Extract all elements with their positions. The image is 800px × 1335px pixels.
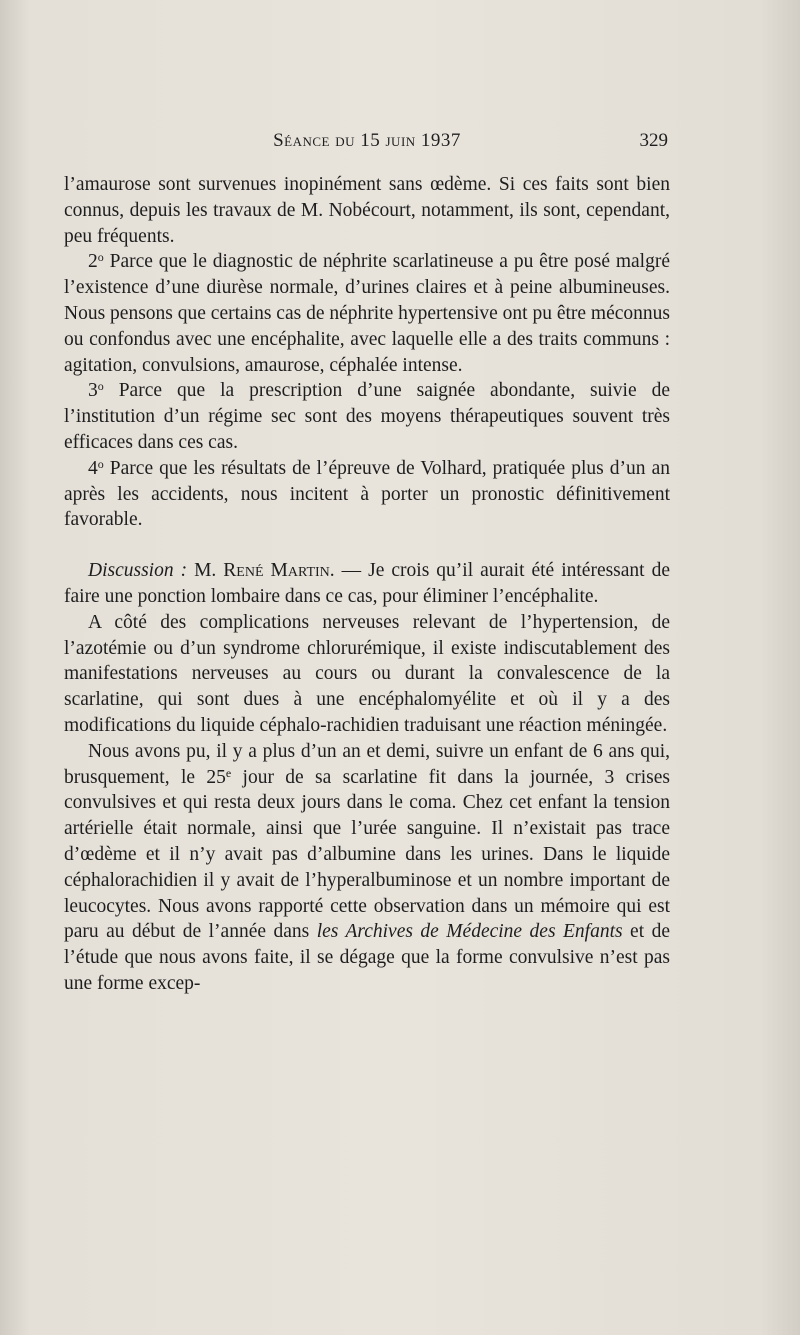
paragraph-3 xyxy=(64,378,670,455)
item-number: 4 xyxy=(88,457,98,479)
text-block xyxy=(64,118,670,997)
paragraph-2 xyxy=(64,249,670,378)
title-prefix: Séance du xyxy=(273,130,355,151)
paragraph-text: Parce que le diagnostic de néphrite scarlatineuse a pu être posé malgré l’existence d’une diurèse normale, d’urines claires et à peine albumineuses. Nous pensons que certains cas de néphrite hypertensive ont pu être méconnus ou confondus avec une encéphalite, avec laquelle elle a des traits communs : agitation, convulsions, amaurose, céphalée intense. xyxy=(64,251,670,376)
ordinal-sup: e xyxy=(225,765,232,780)
paragraph-text: Nous avons pu, il y a plus d’un an et demi, suivre un enfant de 6 ans qui, brusquement, le 25 xyxy=(64,740,670,788)
page-number: 329 xyxy=(639,130,668,151)
discussion-paragraph xyxy=(64,558,670,610)
running-head xyxy=(64,118,670,172)
speaker-prefix: M. xyxy=(194,560,217,582)
page-title xyxy=(64,130,670,152)
paragraph-text: Parce que les résultats de l’épreuve de Volhard, pratiquée plus d’un an après les accidents, nous incitent à porter un pronostic définitivement favorable. xyxy=(64,457,670,531)
section-gap xyxy=(64,533,670,558)
title-year: 1937 xyxy=(420,130,461,151)
title-month: juin xyxy=(385,130,416,151)
paragraph-text: et de l’étude que nous avons faite, il se dégage que la forme convulsive n’est pas une forme excep- xyxy=(64,921,670,994)
ordinal-sup: o xyxy=(97,456,104,471)
item-number: 2 xyxy=(88,251,98,273)
paragraph-text: jour de sa scarlatine fit dans la journée, 3 crises convulsives et qui resta deux jours dans le coma. Chez cet enfant la tension artérielle était normale, ainsi que l’urée sanguine. Il n’existait pas trace d’œdème et il n’y avait pas d’albumine dans les urines. Dans le liquide céphalorachidien il y avait de l’hyperalbuminose et un nombre important de leucocytes. Nous avons rapporté cette observation dans un mémoire qui est paru au début de l’année dans xyxy=(64,766,670,943)
title-day: 15 xyxy=(360,130,381,151)
paragraph-text: — Je crois qu’il aurait été intéressant de faire une ponction lombaire dans ce cas, pour éliminer l’encéphalite. xyxy=(64,560,670,607)
ordinal-sup: o xyxy=(97,379,104,394)
paragraph-7 xyxy=(64,739,670,997)
paragraph-4 xyxy=(64,456,670,533)
ordinal-sup: o xyxy=(97,250,104,265)
discussion-label: Discussion : xyxy=(88,560,188,582)
paragraph-text: Parce que la prescription d’une saignée abondante, suivie de l’institution d’un régime sec sont des moyens thérapeutiques souvent très efficaces dans ces cas. xyxy=(64,380,670,453)
paragraph-1: l’amaurose sont survenues inopinément sans œdème. Si ces faits sont bien connus, depuis les travaux de M. Nobécourt, notamment, ils sont, cependant, peu fréquents. xyxy=(64,174,670,247)
speaker-name: René Martin. xyxy=(223,560,335,582)
journal-title: les Archives de Médecine des Enfants xyxy=(316,921,623,943)
paragraph-6: A côté des complications nerveuses relevant de l’hypertension, de l’azotémie ou d’un syndrome chlorurémique, il existe indiscutablement des manifestations nerveuses au cours ou durant la convalescence de la scarlatine, qui sont dues à une encéphalomyélite et où il y a des modifications du liquide céphalo-rachidien traduisant une réaction méningée. xyxy=(64,611,670,736)
item-number: 3 xyxy=(88,380,98,402)
